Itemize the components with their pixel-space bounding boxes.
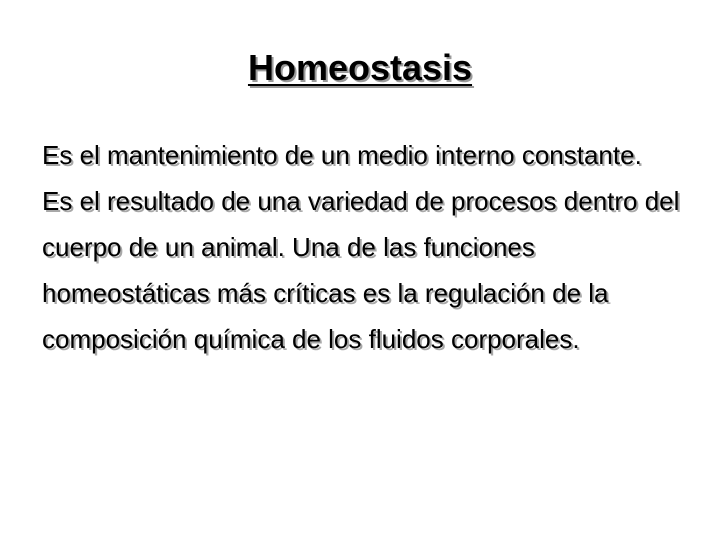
paragraph-definition: Es el mantenimiento de un medio interno constante. xyxy=(42,140,642,170)
slide-title: Homeostasis xyxy=(247,47,473,88)
paragraph-explanation: Es el resultado de una variedad de procesos dentro del cuerpo de un animal. Una de las funciones homeostáticas más críticas es la regulación de la composición química de los fluidos corporales. xyxy=(42,186,680,354)
slide-body xyxy=(42,132,692,362)
